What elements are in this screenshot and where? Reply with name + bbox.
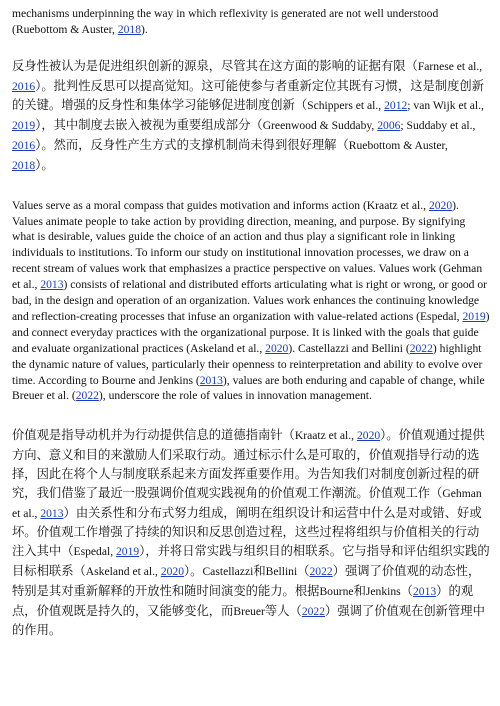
text-run: ）强调了价值观在创新管理中的作用。: [12, 603, 485, 638]
text-run: （: [400, 583, 413, 598]
text-run: Values serve as a moral compass that guides motivation and informs action (Kraatz et al.,: [12, 198, 429, 212]
text-run: ).: [141, 22, 148, 36]
reference-author: Gehman et al.,: [12, 486, 482, 520]
reference-author: ; van Wijk et al.,: [407, 99, 484, 113]
reference-author: Askeland et al.,: [85, 564, 161, 578]
citation-link[interactable]: 2012: [384, 99, 408, 113]
citation-link[interactable]: 2016: [12, 139, 36, 152]
reference-author: Bellini: [265, 564, 298, 578]
reference-author: Espedal,: [73, 545, 116, 559]
reference-author: ; Suddaby et al.,: [400, 119, 476, 133]
text-run: 反身性被认为是促进组织创新的源泉，尽管其在这方面的影响的证据有限（: [12, 58, 418, 73]
text-run: mechanisms underpinning the way in which reflexivity is generated are not well understood (Ruebottom & Auster,: [12, 7, 439, 36]
text-run: ). Castellazzi and Bellini (: [288, 341, 410, 355]
text-run: （: [297, 563, 310, 578]
text-run: ）。价值观通过提供方向、意义和目的来激励人们采取行动。通过标示什么是可取的，价值观指导行动的选择，因此在将个人与制度联系起来方面发挥重要作用。为告知我们对制度创新过程的研究，我们借鉴了最近一股强调价值观实践视角的价值观工作潮流。价值观工作（: [12, 428, 485, 500]
citation-link[interactable]: 2019: [462, 309, 486, 323]
citation-link[interactable]: 2020: [160, 564, 184, 578]
text-run: 和: [353, 583, 366, 598]
text-run: ). Values animate people to take action by providing direction, meaning, and purpose. By signifying what is desirable, values guide the choice of an action and thus play a significant role in linking individuals to institutions. To inform our study on institutional innovation processes, we draw on a recent stream of values work that emphasizes a practice perspective on values. Values work (Gehman et al.,: [12, 198, 483, 292]
paragraph-values-english: [12, 198, 490, 405]
paragraph-reflexivity-english-tail: [12, 6, 490, 38]
document-page: [12, 6, 490, 640]
reference-author: Breuer: [233, 604, 265, 618]
reference-author: Farnese et al.,: [417, 59, 483, 73]
paragraph-values-chinese: [12, 426, 490, 640]
text-run: ) and connect everyday practices with the organizational purpose. It is linked with the goals that guide and evaluate organizational practices (Askeland et al.,: [12, 309, 490, 355]
citation-link[interactable]: 2013: [40, 278, 64, 292]
citation-link[interactable]: 2020: [265, 341, 289, 355]
text-run: ），其中制度去嵌入被视为重要组成部分（: [35, 118, 263, 133]
text-run: ）由关系性和分布式努力组成，阐明在组织设计和运营中什么是对或错、好或坏。价值观工作增强了持续的知识和反思创造过程，这些过程将组织与价值相关的行动注入其中（: [12, 505, 482, 559]
reference-author: Kraatz et al.,: [294, 429, 357, 443]
text-run: ) consists of relational and distributed efforts articulating what is right or wrong, or good or bad, in the design and operation of an organization. Values work enhances the continuing knowledge and reflection-creating processes that infuse an organization with value-related actions (Espedal,: [12, 278, 488, 323]
text-run: ）。: [184, 563, 203, 578]
text-run: ), underscore the role of values in innovation management.: [98, 389, 372, 403]
citation-link[interactable]: 2022: [301, 604, 325, 618]
citation-link[interactable]: 2013: [412, 584, 437, 598]
text-run: ）的观点，价值观既是持久的，又能够变化，而: [12, 583, 474, 618]
citation-link[interactable]: 2018: [12, 158, 36, 172]
citation-link[interactable]: 2022: [309, 564, 333, 578]
citation-link[interactable]: 2020: [428, 198, 453, 212]
citation-link[interactable]: 2018: [117, 22, 141, 36]
text-run: ），并将日常实践与组织目的相联系。它与指导和评估组织实践的目标相联系（: [12, 544, 490, 578]
text-run: ）。批判性反思可以提高觉知。这可能使参与者重新定位其既有习惯，这是制度创新的关键。增强的反身性和集体学习能够促进制度创新（: [12, 78, 485, 113]
citation-link[interactable]: 2019: [116, 545, 140, 559]
paragraph-reflexivity-chinese: [12, 57, 490, 176]
citation-link[interactable]: 2022: [409, 341, 433, 355]
citation-link[interactable]: 2013: [199, 373, 223, 387]
citation-link[interactable]: 2020: [356, 429, 381, 443]
citation-link[interactable]: 2006: [377, 119, 401, 133]
text-run: ) highlight the dynamic nature of values, particularly their openness to reinterpretation and ability to evolve over time. According to Bourne and Jenkins (: [12, 341, 483, 387]
reference-author: Castellazzi: [202, 564, 254, 578]
text-run: ）强调了价值观的动态性，特别是其对重新解释的开放性和随时间演变的能力。根据: [12, 563, 481, 598]
text-run: ), values are both enduring and capable of change, while Breuer et al. (: [12, 373, 485, 403]
text-run: ）。然而，反身性产生方式的支撑机制尚未得到很好理解（: [35, 138, 349, 152]
text-run: 等人（: [264, 603, 302, 618]
citation-link[interactable]: 2019: [12, 119, 36, 133]
text-run: 价值观是指导动机并为行动提供信息的道德指南针（: [12, 428, 295, 443]
reference-author: Greenwood & Suddaby,: [262, 119, 378, 133]
reference-author: Bourne: [319, 584, 354, 598]
citation-link[interactable]: 2022: [75, 389, 99, 403]
text-run: 和: [253, 563, 266, 578]
citation-link[interactable]: 2016: [12, 79, 36, 93]
reference-author: Ruebottom & Auster,: [348, 139, 448, 152]
reference-author: Schippers et al.,: [307, 99, 385, 113]
text-run: ）。: [35, 157, 54, 172]
reference-author: Jenkins: [365, 584, 401, 598]
citation-link[interactable]: 2013: [40, 506, 64, 520]
